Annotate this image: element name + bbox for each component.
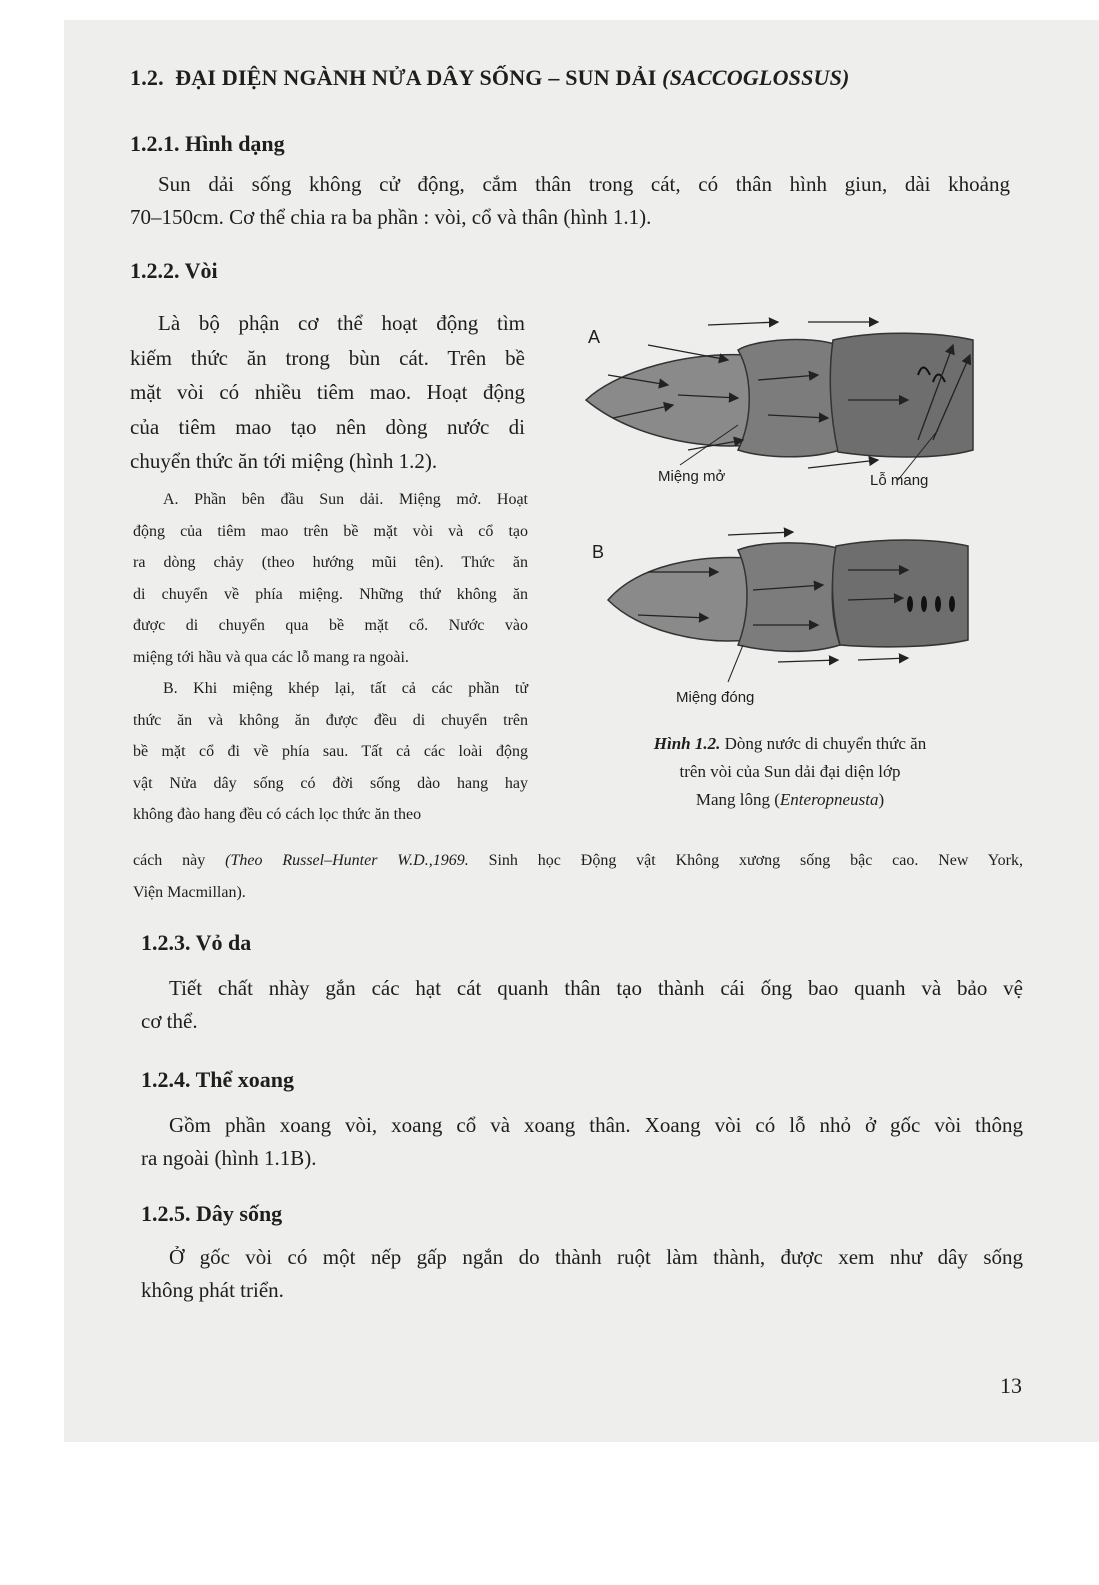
section-heading-shape: 1.2.1. Hình dạng [130, 131, 285, 156]
section-heading-coelom: 1.2.4. Thể xoang [141, 1067, 295, 1092]
figure-label-b: B [592, 542, 605, 562]
shape-paragraph: Sun dải sống không cử động, cắm thân trong cát, có thân hình giun, dài khoảng 70–150cm. Cơ thể chia ra ba phần : vòi, cổ và thân (hình 1.1). [130, 172, 1010, 229]
label-mouth-closed: Miệng đóng [676, 689, 755, 706]
drawing-a [586, 322, 973, 480]
figure-caption: Hình 1.2. Dòng nước di chuyển thức ăn trên vòi của Sun dải đại diện lớp Mang lông (Enteropneusta) [653, 734, 927, 809]
main-heading: 1.2. ĐẠI DIỆN NGÀNH NỬA DÂY SỐNG – SUN DẢI (SACCOGLOSSUS) [130, 65, 850, 90]
label-gill-slit: Lỗ mang [870, 472, 929, 489]
section-heading-integument: 1.2.3. Vỏ da [141, 930, 252, 955]
figure-drawing [578, 300, 998, 720]
coelom-paragraph: Gồm phần xoang vòi, xoang cổ và xoang thân. Xoang vòi có lỗ nhỏ ở gốc vòi thông ra ngoài (hình 1.1B). [141, 1113, 1023, 1170]
figure-note-source-end: Viện Macmillan). [133, 884, 246, 901]
page-number: 13 [1000, 1373, 1022, 1398]
figure-note: A. Phần bên đầu Sun dải. Miệng mở. Hoạt động của tiêm mao trên bề mặt vòi và cổ tạo ra dòng chảy (theo hướng mũi tên). Thức ăn di chuyển về phía miệng. Những thứ không ăn được di chuyển qua bề mặt cổ. Nước vào miệng tới hầu và qua các lỗ mang ra ngoài. B. Khi miệng khép lại, tất cả các phần tử thức ăn và không ăn được đều di chuyển trên bề mặt cổ đi về phía sau. Tất cả các loài động vật Nửa dây sống có đời sống dào hang hay không đào hang đều có cách lọc thức ăn theo [133, 491, 528, 823]
figure-saccoglossus [578, 300, 998, 720]
integument-paragraph: Tiết chất nhày gắn các hạt cát quanh thân tạo thành cái ống bao quanh và bảo vệ cơ thể. [141, 976, 1023, 1033]
drawing-b [608, 532, 968, 682]
section-heading-proboscis: 1.2.2. Vòi [130, 258, 218, 283]
figure-label-a: A [588, 327, 601, 347]
proboscis-paragraph: Là bộ phận cơ thể hoạt động tìm kiếm thức ăn trong bùn cát. Trên bề mặt vòi có nhiều tiêm mao. Hoạt động của tiêm mao tạo nên dòng nước di chuyển thức ăn tới miệng (hình 1.2). [130, 311, 525, 473]
section-heading-notochord: 1.2.5. Dây sống [141, 1201, 283, 1226]
main-heading-latin: (SACCOGLOSSUS) [662, 65, 850, 90]
figure-note-source: cách này (Theo Russel–Hunter W.D.,1969. Sinh học Động vật Không xương sống bậc cao. New York, [133, 852, 1024, 869]
notochord-paragraph: Ở gốc vòi có một nếp gấp ngắn do thành ruột làm thành, được xem như dây sống không phát triển. [141, 1245, 1023, 1302]
label-mouth-open: Miệng mở [658, 468, 726, 485]
